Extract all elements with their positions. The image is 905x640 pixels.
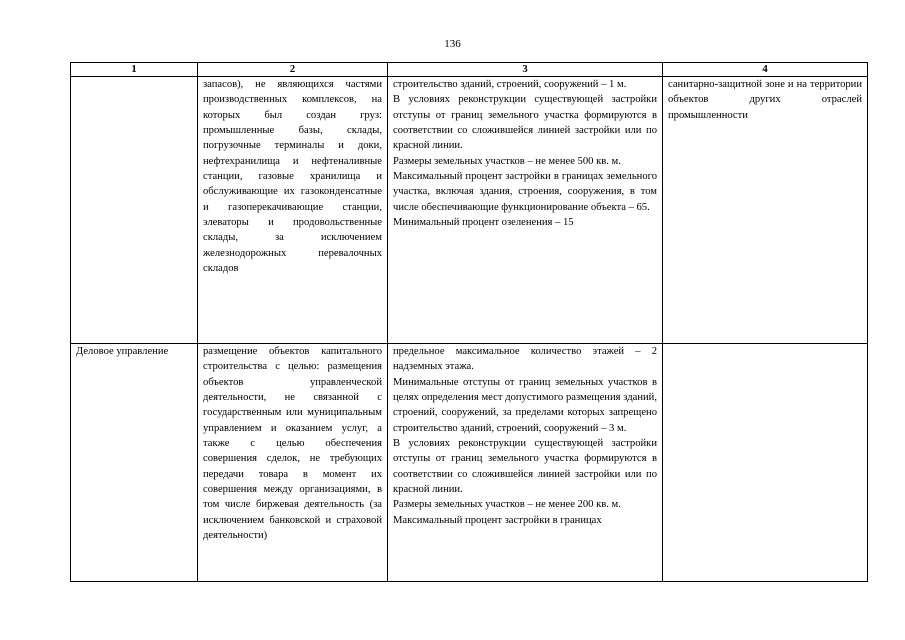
table-row — [71, 77, 868, 344]
parameter-paragraph: Максимальный процент застройки в границах — [393, 514, 602, 526]
column-header-3: 3 — [388, 63, 663, 77]
cell-parameters — [388, 77, 663, 344]
column-header-4: 4 — [663, 63, 868, 77]
parameter-paragraph: Минимальный процент озеленения – 15 — [393, 217, 574, 229]
parameter-paragraph: предельное максимальное количество этажей – 2 надземных этажа. — [393, 346, 657, 373]
page-number: 136 — [444, 38, 461, 50]
parameter-paragraph: Размеры земельных участков – не менее 200 кв. м. — [393, 499, 621, 511]
table-header-row — [71, 63, 868, 77]
column-header-1: 1 — [71, 63, 198, 77]
table-row — [71, 344, 868, 582]
cell-restrictions — [663, 344, 868, 582]
parameter-paragraph: строительство зданий, строений, сооружений – 1 м. — [393, 79, 627, 90]
cell-description: запасов), не являющихся частями производственных комплексов, на которых был создан груз: промышленные базы, склады, погрузочные терминалы и доки, нефтехранилища и нефтеналивные станции, газовые хранилища и обслуживающие их газоконденсатные и газоперекачивающие станции, элеваторы и продовольственные склады, за исключением железнодорожных перевалочных складов — [198, 77, 388, 344]
cell-description: размещение объектов капитального строительства с целью: размещения объектов управленческой деятельности, не связанной с государственным или муниципальным управлением и оказанием услуг, а также с целью обеспечения совершения сделок, не требующих передачи товара в момент их совершения между организациями, в том числе биржевая деятельность (за исключением банковской и страховой деятельности) — [198, 344, 388, 582]
parameter-paragraph: В условиях реконструкции существующей застройки отступы от границ земельного участка формируются в соответствии со сложившейся линией застройки или по красной линии. — [393, 94, 657, 152]
parameter-paragraph: Максимальный процент застройки в границах земельного участка, включая здания, строения, сооружения, в том числе обеспечивающие функционирование объекта – 65. — [393, 171, 657, 213]
cell-restrictions: санитарно-защитной зоне и на территории объектов других отраслей промышленности — [663, 77, 868, 344]
cell-parameters — [388, 344, 663, 582]
parameter-paragraph: Минимальные отступы от границ земельных участков в целях определения мест допустимого размещения зданий, строений, сооружений, за пределами которых запрещено строительство зданий, строений, сооружений – 3 м. — [393, 376, 657, 434]
cell-use-type — [71, 77, 198, 344]
cell-use-type: Деловое управление — [71, 344, 198, 582]
column-header-2: 2 — [198, 63, 388, 77]
parameter-paragraph: В условиях реконструкции существующей застройки отступы от границ земельного участка формируются в соответствии со сложившейся линией застройки или по красной линии. — [393, 438, 657, 496]
parameter-paragraph: Размеры земельных участков – не менее 500 кв. м. — [393, 155, 621, 167]
land-use-table — [70, 62, 868, 582]
